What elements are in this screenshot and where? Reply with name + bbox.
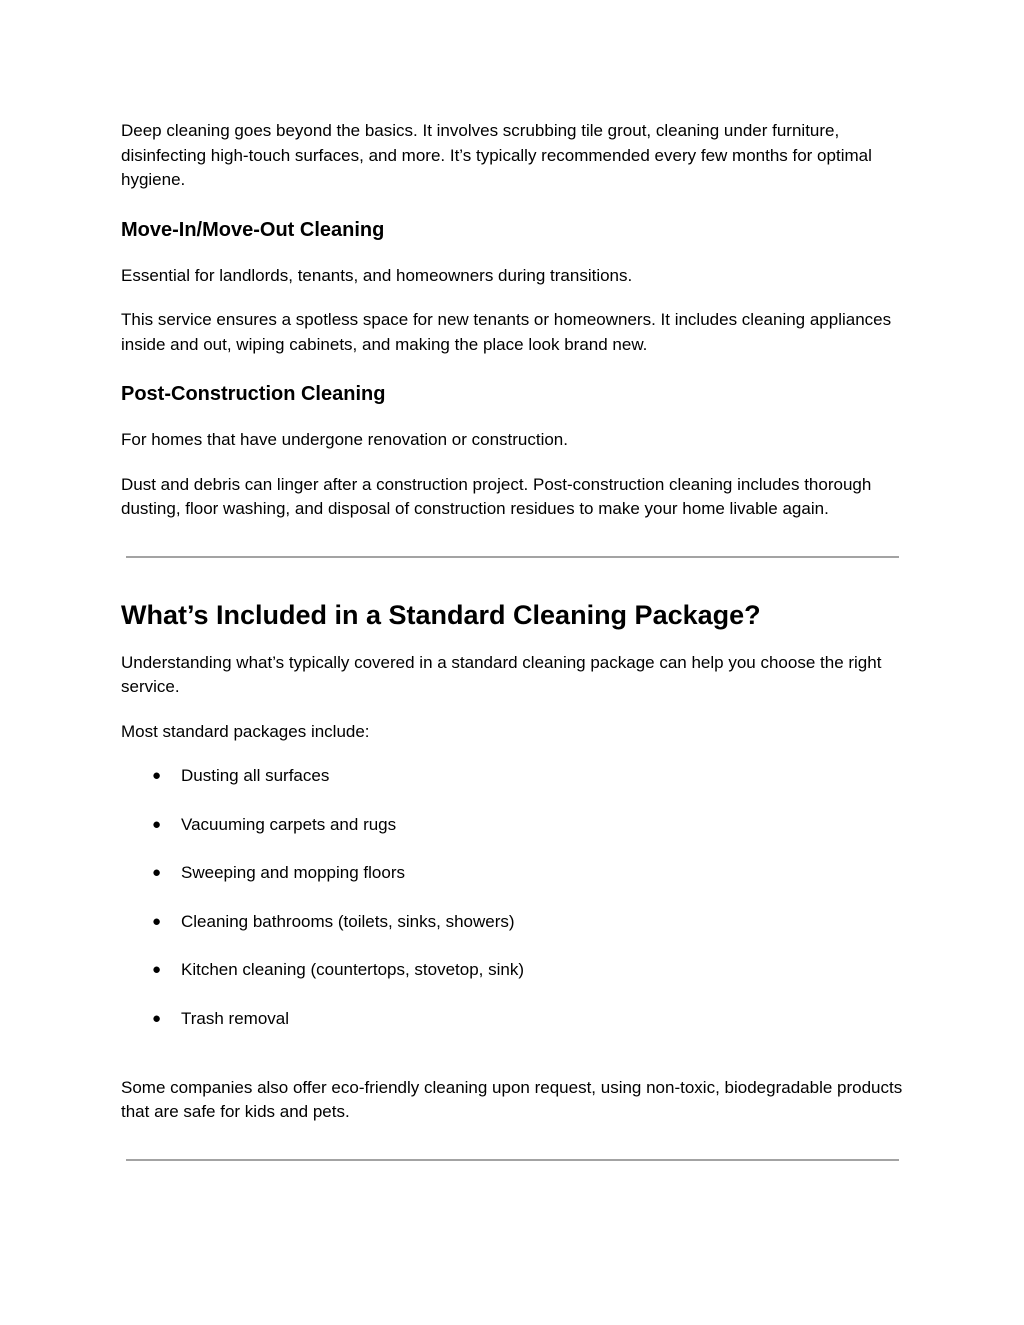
list-item — [121, 1007, 911, 1031]
list-item-label: Dusting all surfaces — [181, 766, 330, 785]
post-construction-heading: Post-Construction Cleaning — [121, 383, 386, 405]
section-divider — [126, 556, 899, 558]
list-item — [121, 813, 911, 837]
closing-paragraph: Some companies also offer eco-friendly cleaning upon request, using non-toxic, biodegradable products that are safe for kids and pets. — [121, 1077, 903, 1122]
bullet-icon: ● — [152, 912, 162, 930]
list-item-label: Vacuuming carpets and rugs — [181, 814, 397, 834]
list-item-label: Trash removal — [181, 1008, 290, 1028]
bullet-icon: ● — [152, 1009, 162, 1027]
section-divider — [126, 1159, 899, 1161]
list-item — [121, 764, 911, 788]
list-intro: Most standard packages include: — [121, 721, 370, 741]
post-construction-paragraph: Dust and debris can linger after a construction project. Post-construction cleaning includes thorough dusting, floor washing, and disposal of construction residues to make your home livable again. — [121, 474, 872, 518]
move-in-out-summary: Essential for landlords, tenants, and homeowners during transitions. — [121, 265, 633, 285]
bullet-icon: ● — [152, 767, 162, 784]
package-items-list — [121, 764, 911, 1031]
standard-package-heading: What’s Included in a Standard Cleaning Package? — [121, 599, 761, 630]
list-item-label: Cleaning bathrooms (toilets, sinks, showers) — [181, 911, 515, 931]
list-item — [121, 958, 911, 982]
move-in-out-paragraph: This service ensures a spotless space for new tenants or homeowners. It includes cleaning appliances inside and out, wiping cabinets, and making the place look brand new. — [121, 310, 892, 354]
bullet-icon: ● — [152, 961, 162, 979]
document-page — [121, 119, 911, 1161]
post-construction-summary: For homes that have undergone renovation or construction. — [121, 430, 568, 449]
deep-cleaning-paragraph: Deep cleaning goes beyond the basics. It involves scrubbing tile grout, cleaning under furniture, disinfecting high-touch surfaces, and more. It’s typically recommended every few months for optimal hygiene. — [121, 121, 872, 189]
move-in-out-heading: Move-In/Move-Out Cleaning — [121, 218, 385, 241]
list-item-label: Kitchen cleaning (countertops, stovetop, sink) — [181, 960, 525, 980]
bullet-icon: ● — [152, 815, 162, 833]
list-item — [121, 910, 911, 934]
standard-package-intro: Understanding what’s typically covered in a standard cleaning package can help you choose the right service. — [121, 652, 882, 696]
bullet-icon: ● — [152, 864, 162, 882]
list-item — [121, 861, 911, 885]
list-item-label: Sweeping and mopping floors — [181, 863, 405, 883]
